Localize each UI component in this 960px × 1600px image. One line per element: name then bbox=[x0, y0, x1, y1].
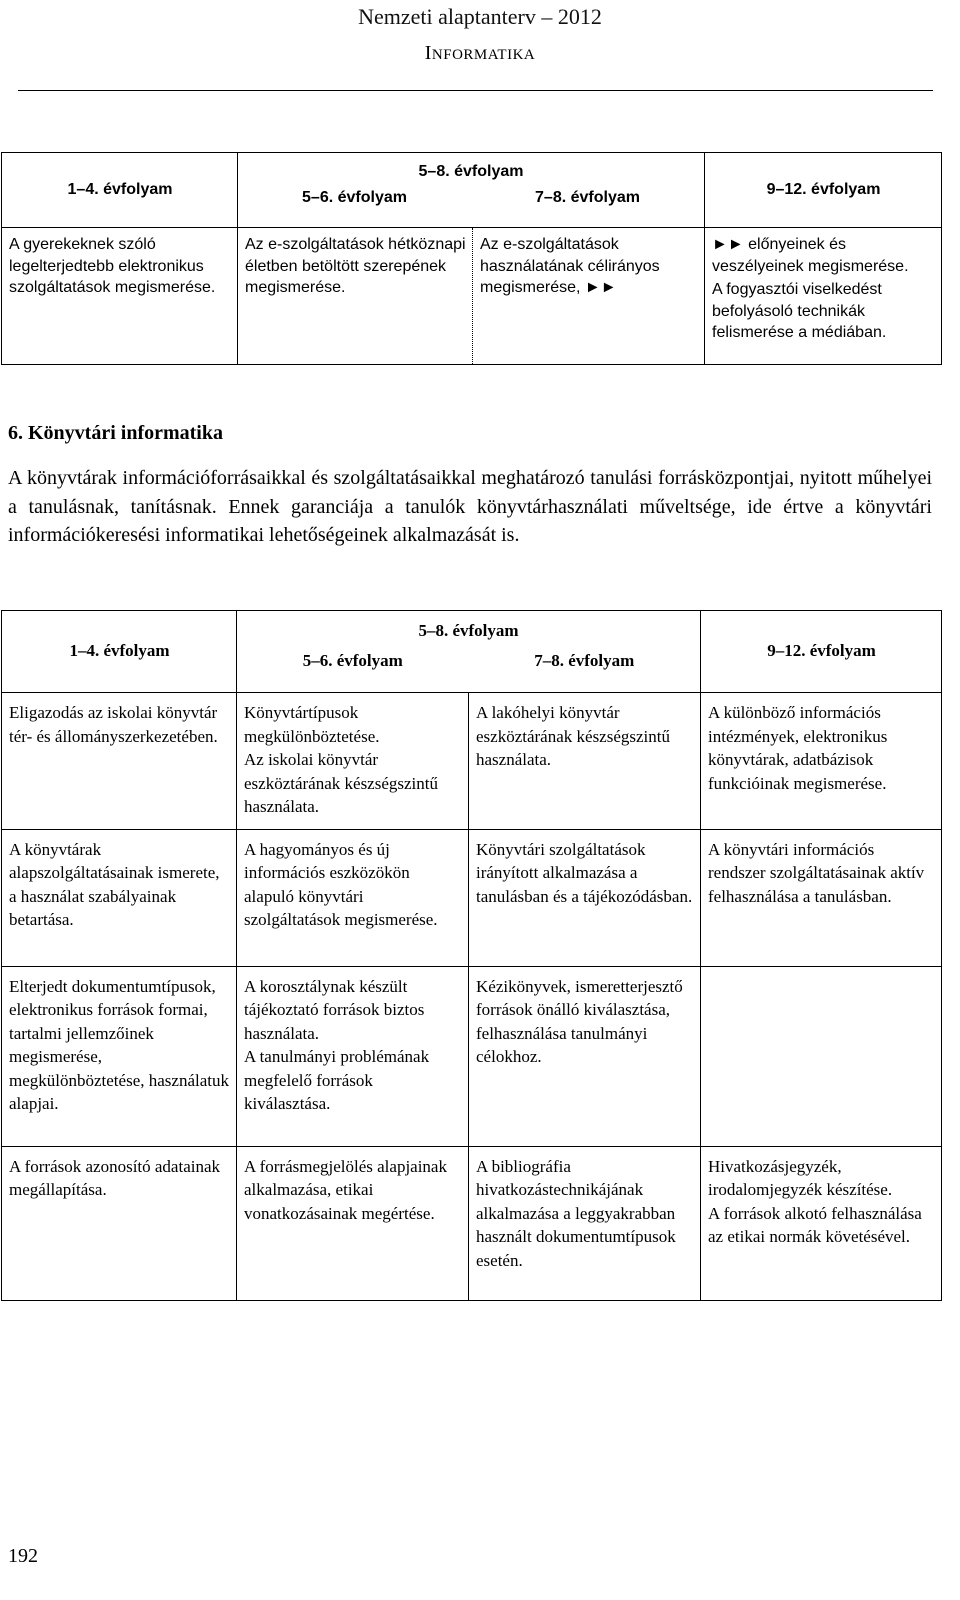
header-grade-5-8 bbox=[238, 153, 705, 228]
cell-text: A bibliográfia hivatkozástechnikájának alkalmazása a leggyakrabban használt dokumentumtípusok esetén. bbox=[476, 1156, 676, 1270]
cell-text: Könyvtártípusok megkülönböztetése. bbox=[244, 703, 380, 746]
table-row bbox=[2, 693, 942, 830]
cell-text: A könyvtárak alapszolgáltatásainak ismerete, a használat szabályainak betartása. bbox=[9, 839, 220, 929]
cell-text: Kézikönyvek, ismeretterjesztő források önálló kiválasztása, felhasználása tanulmányi célokhoz. bbox=[476, 976, 683, 1066]
cell-text: A különböző információs intézmények, elektronikus könyvtárak, adatbázisok funkcióinak megismerése. bbox=[708, 703, 888, 793]
cell-grade-7-8 bbox=[469, 829, 701, 966]
header-grade-5-8 bbox=[237, 611, 701, 693]
cell-grade-7-8: Az e-szolgáltatások használatának célirányos megismerése, ►► bbox=[473, 228, 705, 365]
section-heading: 6. Könyvtári informatika bbox=[8, 422, 223, 444]
cell-text: A hagyományos és új információs eszközökön alapuló könyvtári szolgáltatások megismerése. bbox=[244, 839, 438, 929]
header-grade-5-8-label: 5–8. évfolyam bbox=[418, 163, 524, 180]
cell-grade-5-6 bbox=[237, 829, 469, 966]
header-grade-7-8: 7–8. évfolyam bbox=[535, 188, 640, 206]
subject-rest: NFORMATIKA bbox=[431, 47, 536, 63]
cell-grade-1-4 bbox=[2, 829, 237, 966]
table-header-row bbox=[2, 611, 942, 693]
table-row bbox=[2, 966, 942, 1146]
cell-grade-7-8 bbox=[469, 1146, 701, 1300]
cell-grade-7-8 bbox=[469, 966, 701, 1146]
cell-grade-5-6: Az e-szolgáltatások hétköznapi életben betöltött szerepének megismerése. bbox=[238, 228, 473, 365]
cell-grade-9-12 bbox=[701, 829, 942, 966]
paragraph-text: A könyvtárak információforrásaikkal és szolgáltatásaikkal meghatározó tanulási forrásközpontjai, nyitott műhelyei a tanulásnak, tanításnak. Ennek garanciája a tanulók könyvtárhasználati műveltsége, ide értve a könyvtári információkeresési informatikai lehetőségeinek alkalmazását is. bbox=[8, 467, 932, 546]
header-grade-5-8-label: 5–8. évfolyam bbox=[418, 621, 519, 640]
cell-text: A korosztálynak készült tájékoztató források biztos használata. bbox=[244, 976, 425, 1043]
subject-title bbox=[0, 42, 960, 65]
cell-text: A lakóhelyi könyvtár eszköztárának készségszintű használata. bbox=[476, 703, 670, 769]
curriculum-table-eservices bbox=[1, 152, 942, 365]
header-grade-5-6: 5–6. évfolyam bbox=[302, 650, 403, 670]
cell-grade-1-4 bbox=[2, 966, 237, 1146]
cell-grade-1-4 bbox=[2, 693, 237, 830]
curriculum-table-library bbox=[1, 610, 942, 1301]
cell-grade-9-12 bbox=[701, 1146, 942, 1300]
table-row bbox=[2, 1146, 942, 1300]
cell-text: Hivatkozásjegyzék, irodalomjegyzék készítése. bbox=[708, 1156, 893, 1199]
cell-grade-5-6 bbox=[237, 693, 469, 830]
header-rule bbox=[18, 90, 933, 91]
header-subgrades bbox=[237, 649, 700, 673]
header-grade-5-6: 5–6. évfolyam bbox=[302, 188, 407, 206]
cell-text: ►► előnyeinek és veszélyeinek megismerése. bbox=[712, 236, 909, 275]
cell-grade-5-6 bbox=[237, 1146, 469, 1300]
header-grade-9-12: 9–12. évfolyam bbox=[701, 611, 942, 693]
cell-text: Eligazodás az iskolai könyvtár tér- és állományszerkezetében. bbox=[9, 703, 218, 746]
section-paragraph bbox=[8, 464, 932, 550]
subject-initial: I bbox=[424, 42, 432, 64]
cell-text: A könyvtári információs rendszer szolgáltatásainak aktív felhasználása a tanulásban. bbox=[708, 839, 925, 906]
table-row bbox=[2, 829, 942, 966]
page-number: 192 bbox=[8, 1545, 38, 1567]
cell-grade-5-6 bbox=[237, 966, 469, 1146]
table-row bbox=[2, 228, 942, 365]
cell-text: Könyvtári szolgáltatások irányított alkalmazása a tanulásban és a tájékozódásban. bbox=[476, 839, 693, 906]
table-header-row bbox=[2, 153, 942, 228]
document-title: Nemzeti alaptanterv – 2012 bbox=[358, 4, 602, 29]
cell-text: Az iskolai könyvtár eszköztárának készségszintű használata. bbox=[244, 750, 438, 816]
cell-grade-9-12 bbox=[701, 693, 942, 830]
cell-grade-1-4 bbox=[2, 1146, 237, 1300]
cell-grade-9-12-empty bbox=[701, 966, 942, 1146]
header-grade-1-4: 1–4. évfolyam bbox=[2, 611, 237, 693]
cell-grade-9-12 bbox=[705, 228, 942, 365]
cell-text: A források alkotó felhasználása az etikai normák követésével. bbox=[708, 1203, 922, 1246]
header-subgrades bbox=[238, 187, 704, 209]
cell-grade-7-8 bbox=[469, 693, 701, 830]
cell-text: A tanulmányi problémának megfelelő források kiválasztása. bbox=[244, 1047, 430, 1113]
header-grade-1-4: 1–4. évfolyam bbox=[2, 153, 238, 228]
cell-text: A fogyasztói viselkedést befolyásoló technikák felismerése a médiában. bbox=[712, 281, 887, 341]
cell-grade-1-4: A gyerekeknek szóló legelterjedtebb elektronikus szolgáltatások megismerése. bbox=[2, 228, 238, 365]
cell-text: A forrásmegjelölés alapjainak alkalmazása, etikai vonatkozásainak megértése. bbox=[244, 1156, 447, 1223]
cell-text: Elterjedt dokumentumtípusok, elektronikus források formai, tartalmi jellemzőinek megismerése, megkülönböztetése, használatuk alapjai. bbox=[9, 976, 229, 1113]
header-grade-9-12: 9–12. évfolyam bbox=[705, 153, 942, 228]
header-grade-7-8: 7–8. évfolyam bbox=[534, 650, 635, 670]
cell-text: A források azonosító adatainak megállapítása. bbox=[9, 1156, 221, 1199]
